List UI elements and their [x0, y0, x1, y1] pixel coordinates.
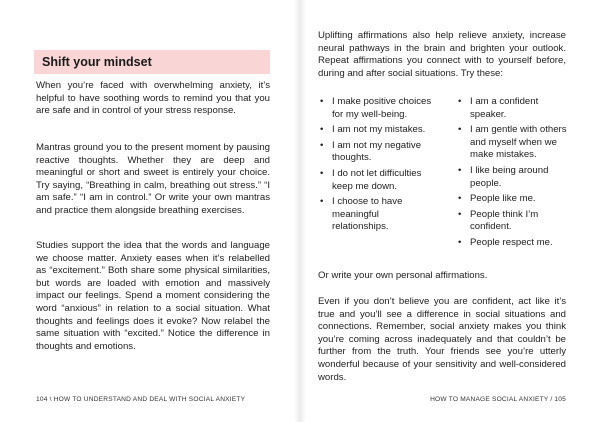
list-item: • I choose to have meaningful relationships.: [320, 196, 403, 233]
mantras-paragraph: Mantras ground you to the present moment by pausing reactive thoughts. Whether they are deep and meaningful or short and sweet is entirely your choice. Try saying, “Breathing in calm, breathing out stress.” “I am safe.” “I am in control.” Or write your own mantras and practice them alongside breathing exercises.: [36, 142, 270, 216]
bullet-icon: •: [320, 196, 324, 208]
list-item: • People like me.: [458, 193, 536, 205]
list-item: • I am a confident speaker.: [458, 96, 539, 120]
final-paragraph: Even if you don’t believe you are confident, act like it’s true and you’ll see a difference in social situations and connections. Remember, social anxiety makes you think you’re coming across inadequately and that couldn’t be further from the truth. Your friends see you’re utterly wonderful because of your sensitivity and well-considered words.: [318, 296, 566, 383]
studies-paragraph: Studies support the idea that the words and language we choose matter. Anxiety eases when it’s relabelled as “excitement.” Both share some physical similarities, but words are loaded with emotion and massively impact our feelings. Spend a moment considering the word “anxious” in relation to a social situation. What thoughts and feelings does it evoke? Now relabel the same situation with “excited.” Notice the difference in thoughts and emotions.: [36, 240, 270, 352]
list-item: • I am gentle with others and myself when we make mistakes.: [458, 124, 567, 161]
affirmations-intro: Uplifting affirmations also help relieve anxiety, increase neural pathways in the brain and brighten your outlook. Repeat affirmations you connect with to yourself before, during and after social situations. Try these:: [318, 30, 566, 79]
bullet-icon: •: [458, 164, 462, 176]
right-page: [300, 0, 600, 422]
affirmations-list-left: [320, 96, 432, 237]
list-item: • I am not my mistakes.: [320, 124, 426, 136]
right-footer: HOW TO MANAGE SOCIAL ANXIETY / 105: [430, 396, 566, 403]
list-item: • I like being around people.: [458, 164, 549, 189]
list-item: • People respect me.: [458, 236, 553, 248]
bullet-icon: •: [458, 124, 462, 136]
section-heading: Shift your mindset: [42, 55, 152, 69]
affirmations-list-right: [458, 96, 570, 253]
list-item: • I do not let difficulties keep me down.: [320, 167, 422, 192]
list-item: • I make positive choices for my well-being.: [320, 96, 432, 120]
bullet-icon: •: [458, 236, 462, 248]
bullet-icon: •: [458, 208, 462, 220]
bullet-icon: •: [458, 96, 462, 107]
bullet-icon: •: [320, 124, 324, 136]
bullet-icon: •: [320, 96, 324, 107]
closing-line: Or write your own personal affirmations.: [318, 270, 488, 281]
intro-paragraph: When you’re faced with overwhelming anxiety, it’s helpful to have soothing words to remind you that you are safe and in control of your stress response.: [36, 80, 270, 117]
bullet-icon: •: [458, 193, 462, 205]
list-item: • People think I’m confident.: [458, 208, 539, 233]
left-footer: 104 \ HOW TO UNDERSTAND AND DEAL WITH SOCIAL ANXIETY: [36, 396, 246, 403]
section-heading-box: [34, 50, 270, 74]
list-item: • I am not my negative thoughts.: [320, 139, 422, 164]
bullet-icon: •: [320, 167, 324, 179]
bullet-icon: •: [320, 139, 324, 151]
